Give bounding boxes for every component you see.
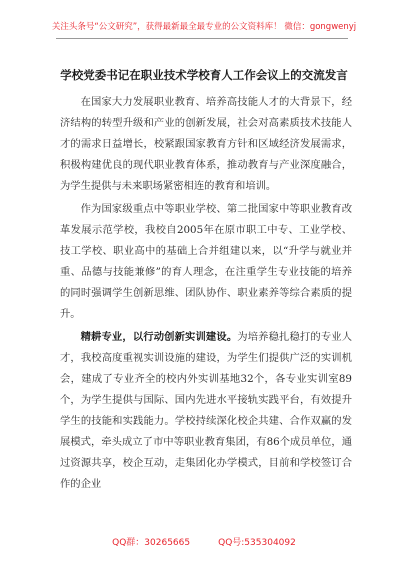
paragraph-1: 在国家大力发展职业教育、培养高技能人才的大背景下，经济结构的转型升级和产业的创新发展，社会对高素质技术技能人才的需求日益增长，校紧跟国家教育方针和区域经济发展需求，积极构建优良的现代职业教育体系，推动教育与产业深度融合，为学生提供与未来职场紧密相连的教育和培训。 (60, 96, 352, 192)
paragraph-3-lead: 精耕专业，以行动创新实训建设。 (80, 331, 238, 343)
header-divider (56, 38, 348, 39)
paragraph-2: 作为国家级重点中等职业学校、第二批国家中等职业教育改革发展示范学校，我校自2005年在原市职工中专、工业学校、技工学校、职业高中的基础上合并组建以来，以“升学与就业并重、品德与技能兼修”的育人理念，在注重学生专业技能的培养的同时强调学生创新思维、团队协作、职业素养等综合素质的提升。 (60, 203, 352, 320)
header-banner: 关注头条号“公文研究”，获得最新最全最专业的公文资料库！ 微信：gongwenyj (51, 22, 357, 32)
paragraph-3 (60, 327, 352, 495)
footer-contact (0, 535, 408, 548)
footer-qq-number: QQ号:535304092 (218, 538, 296, 548)
paragraph-3-text: 为培养稳扎稳打的专业人才，我校高度重视实训设施的建设，为学生们提供广泛的实训机会，建成了专业齐全的校内外实训基地32个，各专业实训室89个，为学生提供与国际、国内先进水平接轨实践平台，有效提升学生的技能和实践能力。学校持续深化校企共建、合作双赢的发展模式，牵头成立了市中等职业教育集团，有86个成员单位，通过资源共享，校企互动，走集团化办学模式，目前和学校签订合作的企业 (60, 331, 353, 490)
document-body (60, 92, 352, 497)
document-title: 学校党委书记在职业技术学校育人工作会议上的交流发言 (60, 68, 348, 82)
footer-qq-group: QQ群：30265665 (112, 538, 191, 548)
